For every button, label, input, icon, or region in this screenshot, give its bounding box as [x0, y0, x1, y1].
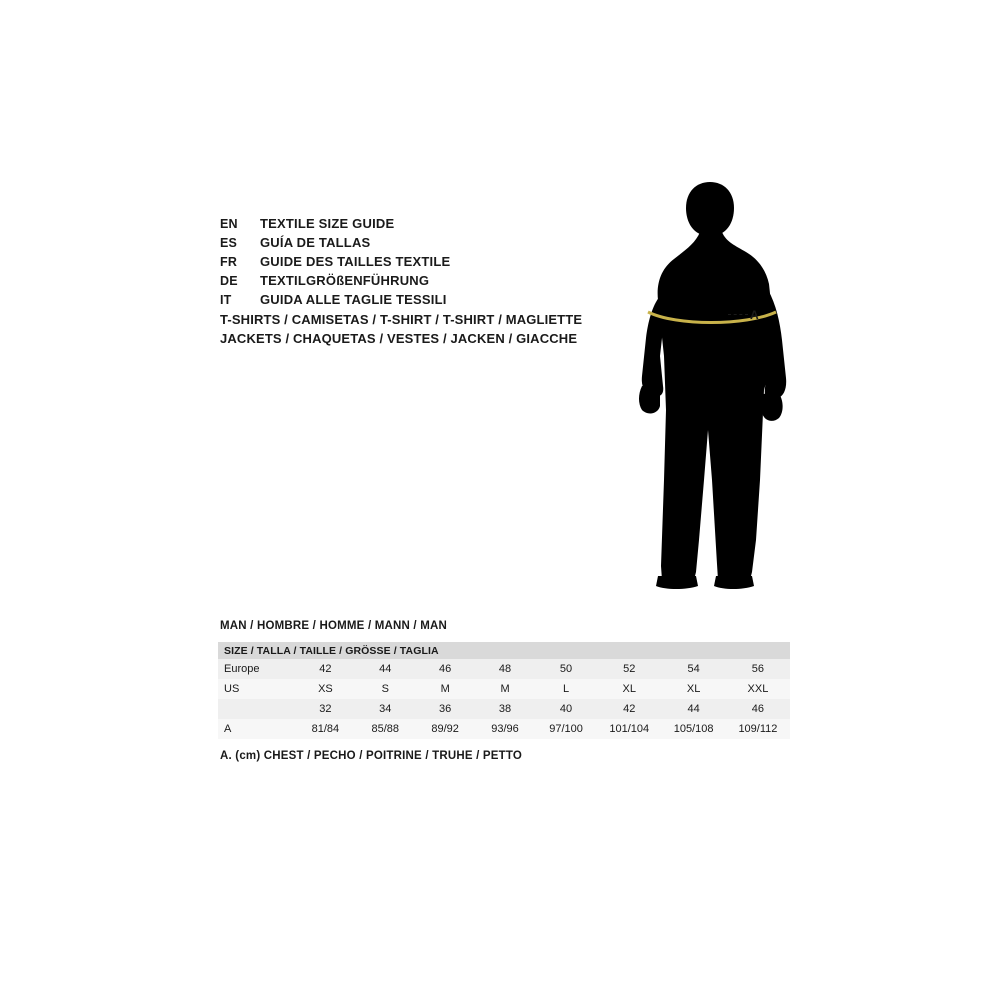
table-footnote: A. (cm) CHEST / PECHO / POITRINE / TRUHE / PETTO — [220, 750, 523, 762]
language-text-es: GUÍA DE TALLAS — [260, 235, 371, 250]
table-row — [218, 659, 790, 679]
cell-europe-6: 52 — [597, 659, 661, 679]
cell-europe-3: 46 — [415, 659, 475, 679]
garment-line-jackets: JACKETS / CHAQUETAS / VESTES / JACKEN / GIACCHE — [220, 331, 578, 346]
row-label-europe: Europe — [218, 659, 295, 679]
language-row-es — [220, 234, 640, 252]
cell-a-8: 109/112 — [726, 719, 790, 739]
table-header-label: SIZE / TALLA / TAILLE / GRÖSSE / TAGLIA — [218, 642, 790, 659]
language-code-it: IT — [220, 293, 232, 307]
language-text-de: TEXTILGRÖßENFÜHRUNG — [260, 273, 430, 288]
language-code-de: DE — [220, 274, 238, 288]
cell-europe-5: 50 — [535, 659, 597, 679]
male-silhouette-figure — [600, 180, 820, 610]
cell-europe-2: 44 — [355, 659, 415, 679]
cell-us-6: XL — [597, 679, 661, 699]
cell-numeric-2: 34 — [355, 699, 415, 719]
language-code-en: EN — [220, 217, 238, 231]
row-label-us: US — [218, 679, 295, 699]
cell-numeric-4: 38 — [475, 699, 535, 719]
measure-label-a: A — [750, 308, 759, 322]
cell-a-6: 101/104 — [597, 719, 661, 739]
table-header-row — [218, 642, 790, 659]
cell-europe-8: 56 — [726, 659, 790, 679]
measure-leader-dashes — [728, 314, 748, 315]
cell-a-5: 97/100 — [535, 719, 597, 739]
cell-us-7: XL — [661, 679, 725, 699]
garment-line-tshirts: T-SHIRTS / CAMISETAS / T-SHIRT / T-SHIRT / MAGLIETTE — [220, 312, 583, 327]
silhouette-icon — [600, 180, 820, 610]
cell-a-4: 93/96 — [475, 719, 535, 739]
language-row-en — [220, 215, 640, 233]
cell-us-1: XS — [295, 679, 355, 699]
language-text-it: GUIDA ALLE TAGLIE TESSILI — [260, 292, 447, 307]
cell-europe-7: 54 — [661, 659, 725, 679]
row-label-numeric — [218, 699, 295, 719]
language-code-fr: FR — [220, 255, 238, 269]
language-title-block — [220, 215, 640, 310]
table-row — [218, 679, 790, 699]
cell-a-3: 89/92 — [415, 719, 475, 739]
language-row-fr — [220, 253, 640, 271]
cell-numeric-5: 40 — [535, 699, 597, 719]
size-table — [218, 642, 790, 739]
cell-numeric-8: 46 — [726, 699, 790, 719]
cell-numeric-1: 32 — [295, 699, 355, 719]
cell-us-2: S — [355, 679, 415, 699]
cell-a-7: 105/108 — [661, 719, 725, 739]
language-row-de — [220, 272, 640, 290]
cell-us-4: M — [475, 679, 535, 699]
table-row — [218, 699, 790, 719]
cell-a-1: 81/84 — [295, 719, 355, 739]
cell-a-2: 85/88 — [355, 719, 415, 739]
cell-us-8: XXL — [726, 679, 790, 699]
cell-us-3: M — [415, 679, 475, 699]
language-row-it — [220, 291, 640, 309]
table-title-man: MAN / HOMBRE / HOMME / MANN / MAN — [220, 620, 448, 632]
cell-numeric-6: 42 — [597, 699, 661, 719]
row-label-a: A — [218, 719, 295, 739]
language-text-en: TEXTILE SIZE GUIDE — [260, 216, 395, 231]
cell-us-5: L — [535, 679, 597, 699]
cell-numeric-3: 36 — [415, 699, 475, 719]
cell-numeric-7: 44 — [661, 699, 725, 719]
cell-europe-1: 42 — [295, 659, 355, 679]
table-row — [218, 719, 790, 739]
cell-europe-4: 48 — [475, 659, 535, 679]
language-text-fr: GUIDE DES TAILLES TEXTILE — [260, 254, 451, 269]
language-code-es: ES — [220, 236, 238, 250]
